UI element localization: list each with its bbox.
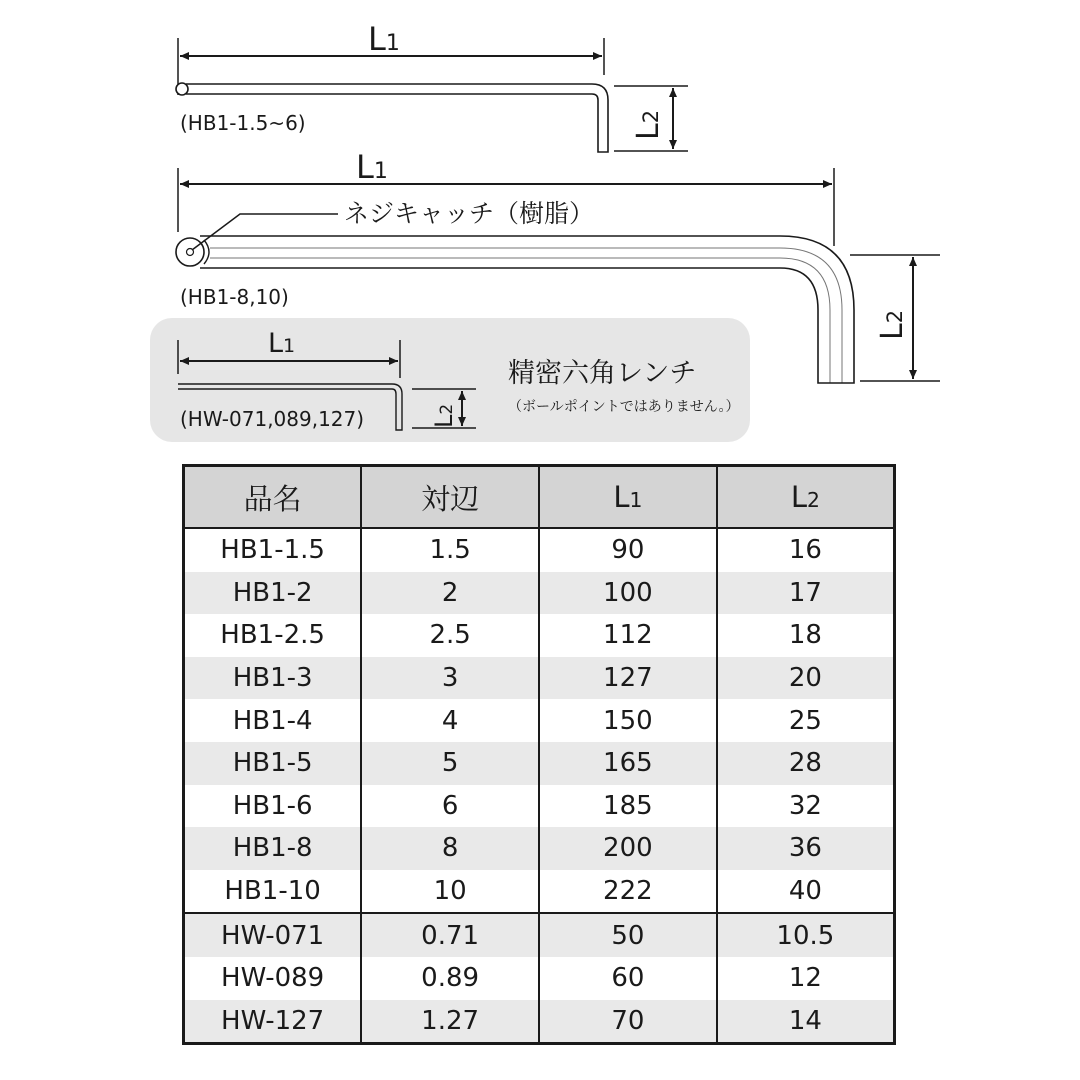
- cell-l1: 112: [539, 614, 717, 657]
- cell-l2: 32: [788, 790, 822, 821]
- ball-end: [176, 238, 204, 266]
- precision-title: 精密六角レンチ: [508, 358, 697, 389]
- cell-size: 8: [361, 827, 539, 870]
- svg-text:L2: L2: [631, 109, 666, 140]
- svg-text:L2: L2: [875, 309, 910, 340]
- table-header-row: [184, 466, 895, 529]
- cell-l1: 60: [539, 957, 717, 1000]
- cell-l2: 28: [717, 742, 895, 785]
- cell-size: 5: [361, 742, 539, 785]
- wrench-diagram: [0, 0, 1080, 460]
- cell-l2: 14: [717, 1000, 895, 1044]
- table-row: [184, 528, 895, 572]
- cell-l2: 10.5: [717, 913, 895, 957]
- cell-l1: 90: [539, 528, 717, 572]
- cell-l2: 25: [788, 705, 822, 736]
- cell-size: 6: [361, 785, 539, 828]
- cell-l1: 150: [539, 699, 717, 742]
- cell-size: 2.5: [361, 614, 539, 657]
- table-row: [184, 913, 895, 957]
- top-l2-label: L: [631, 123, 666, 140]
- cell-l2: 36: [717, 827, 895, 870]
- svg-text:L1: L1: [268, 328, 296, 359]
- table-row: [184, 614, 895, 657]
- cell-l2: 20: [717, 657, 895, 700]
- cell-size: 2: [361, 572, 539, 615]
- table-row: [184, 957, 895, 1000]
- cell-name: HB1-4: [184, 699, 362, 742]
- top-caption: (HB1-1.5~6): [180, 111, 306, 135]
- table-row: [184, 1000, 895, 1044]
- cell-l2: 17: [717, 572, 895, 615]
- cell-l1: 100: [539, 572, 717, 615]
- cell-l2: 12: [788, 963, 822, 994]
- cell-l1: 127: [539, 657, 717, 700]
- cell-name: HB1-3: [184, 657, 362, 700]
- svg-text:L1: L1: [356, 148, 388, 186]
- cell-size: 0.71: [361, 913, 539, 957]
- cell-name: HB1-10: [184, 870, 362, 914]
- cell-size: 0.89: [361, 957, 539, 1000]
- screw-catch-leader: [192, 214, 338, 250]
- cell-l1: 70: [539, 1000, 717, 1044]
- cell-name: HB1-5: [184, 742, 362, 785]
- cell-size: 4: [361, 699, 539, 742]
- cell-name: HB1-2: [184, 572, 362, 615]
- table-row: [184, 699, 895, 742]
- top-l1-label: L: [368, 20, 386, 58]
- precision-l1-label: L: [268, 328, 284, 359]
- header-name: 品名: [184, 466, 362, 529]
- cell-l1: 165: [539, 742, 717, 785]
- screw-catch-label: ネジキャッチ（樹脂）: [344, 199, 595, 228]
- cell-name: HW-127: [184, 1000, 362, 1044]
- svg-text:L2: L2: [430, 403, 458, 428]
- cell-l1: 222: [539, 870, 717, 914]
- middle-l1-label: L: [356, 148, 374, 186]
- header-l1: L1: [539, 466, 717, 529]
- cell-size: 1.5: [361, 528, 539, 572]
- cell-l1: 50: [539, 913, 717, 957]
- table-row: [184, 657, 895, 700]
- table-row: [184, 870, 895, 914]
- table-row: [184, 572, 895, 615]
- cell-size: 3: [361, 657, 539, 700]
- cell-l2: 16: [788, 535, 822, 566]
- precision-note: （ボールポイントではありません。）: [508, 399, 740, 415]
- header-l2: L2: [717, 466, 895, 529]
- table-row: [184, 827, 895, 870]
- cell-name: HB1-2.5: [184, 614, 362, 657]
- cell-l2: 18: [788, 620, 822, 651]
- top-key-drawing: [176, 20, 688, 152]
- precision-panel: [150, 318, 750, 442]
- svg-text:L1: L1: [368, 20, 400, 58]
- cell-l2: 40: [788, 876, 822, 907]
- cell-size: 10: [361, 870, 539, 914]
- cell-name: HB1-8: [184, 827, 362, 870]
- cell-size: 1.27: [361, 1000, 539, 1044]
- table-row: [184, 742, 895, 785]
- table-row: [184, 785, 895, 828]
- spec-table: [182, 464, 896, 1045]
- cell-name: HW-071: [184, 913, 362, 957]
- cell-name: HW-089: [184, 957, 362, 1000]
- precision-l2-label: L: [430, 414, 458, 428]
- header-size: 対辺: [361, 466, 539, 529]
- middle-caption: (HB1-8,10): [180, 285, 289, 309]
- cell-l1: 185: [539, 785, 717, 828]
- precision-caption: (HW-071,089,127): [180, 407, 365, 431]
- cell-name: HB1-1.5: [184, 528, 362, 572]
- middle-l2-label: L: [875, 323, 910, 340]
- cell-l1: 200: [539, 827, 717, 870]
- cell-name: HB1-6: [184, 785, 362, 828]
